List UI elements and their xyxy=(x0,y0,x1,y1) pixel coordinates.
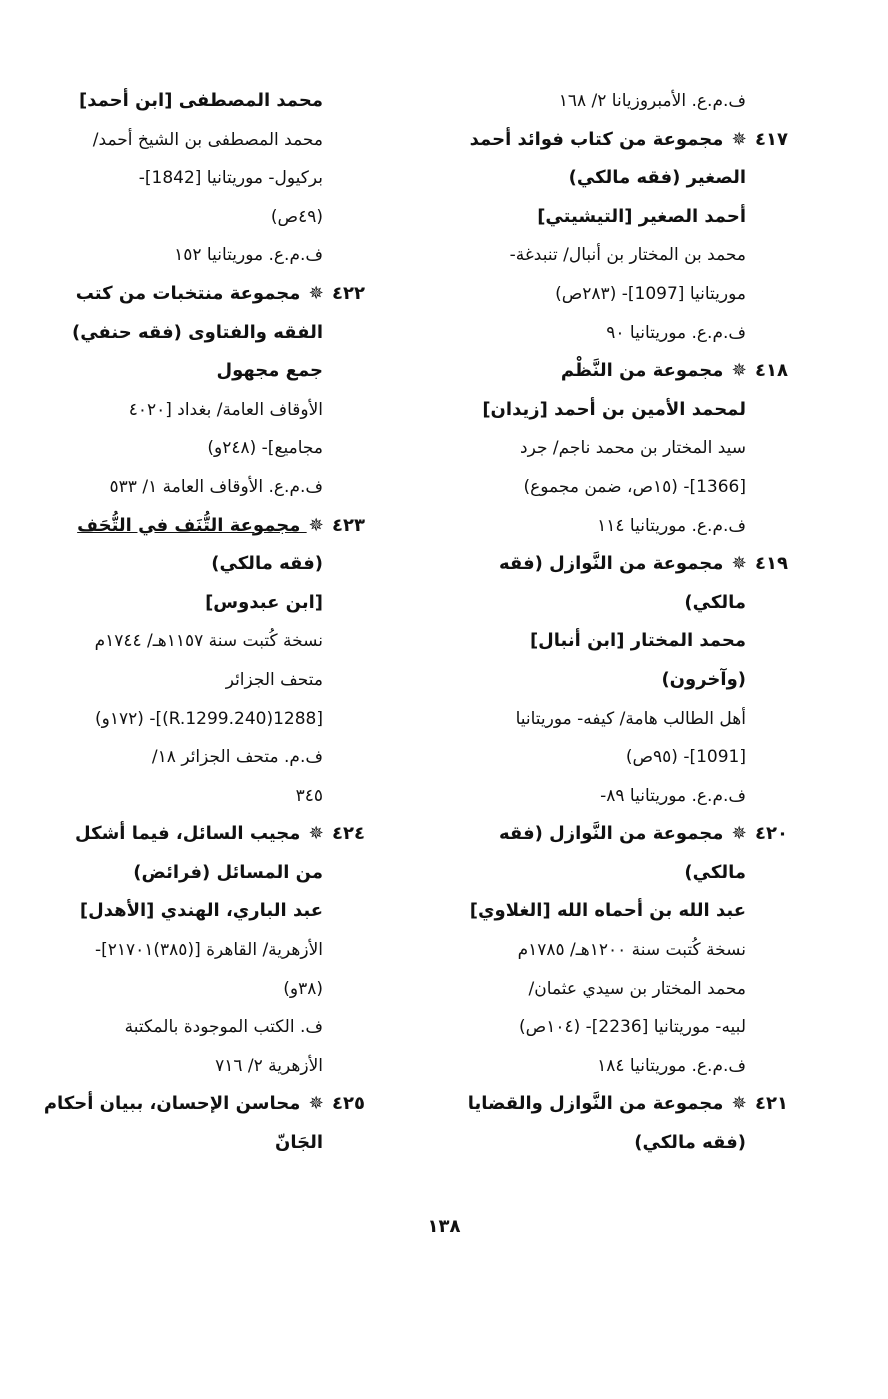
entry-title: محاسن الإحسان، ببيان أحكام xyxy=(43,1093,307,1115)
entry-title: مجموعة من النَّوازل (فقه xyxy=(498,823,730,845)
asterism-icon: ✵ xyxy=(731,360,747,382)
entry-heading xyxy=(20,815,365,854)
entry-number: ٤١٧ xyxy=(755,128,788,150)
asterism-icon: ✵ xyxy=(308,1093,324,1115)
entry-heading xyxy=(443,1085,788,1124)
entry-title-continuation: (وآخرون) xyxy=(661,668,746,690)
entry-source: نسخة كُتبت سنة ١٢٠٠هـ/ ١٧٨٥م xyxy=(517,940,746,961)
entry-reference: الأزهرية ٢/ ٧١٦ xyxy=(215,1055,323,1076)
entry-source: موريتانيا [1097]- (٢٨٣ص) xyxy=(555,283,746,304)
entry-number: ٤١٩ xyxy=(755,553,788,575)
entry-title-continuation: (فقه مالكي) xyxy=(211,553,323,575)
entry-author: محمد المصطفى [ابن أحمد] xyxy=(78,90,323,111)
entry-title-continuation: الصغير (فقه مالكي) xyxy=(568,167,746,189)
entry-author: محمد المختار [ابن أنبال] xyxy=(529,630,746,652)
entry-title-continuation: من المسائل (فرائض) xyxy=(133,861,323,883)
entry-source: متحف الجزائر xyxy=(225,669,323,690)
entry-number: ٤٢٥ xyxy=(332,1093,365,1115)
entry-source: مجاميع]- (٢٤٨و) xyxy=(207,438,323,459)
entry-reference: ف.م.ع. الأوقاف العامة ١/ ٥٣٣ xyxy=(109,476,323,497)
entry-author: لمحمد الأمين بن أحمد [زيدان] xyxy=(482,398,746,420)
entry-title: مجموعة من النَّوازل والقضايا xyxy=(467,1093,730,1115)
entry-reference: ف.م.ع. موريتانيا ١٥٢ xyxy=(174,245,323,266)
entry-reference: ف. الكتب الموجودة بالمكتبة xyxy=(124,1017,323,1038)
entry-source: لبيه- موريتانيا [2236]- (١٠٤ص) xyxy=(519,1017,746,1038)
entry-heading xyxy=(20,507,365,546)
entry-reference: ف.م.ع. موريتانيا ١١٤ xyxy=(597,515,746,536)
entry-source: محمد المصطفى بن الشيخ أحمد/ xyxy=(92,129,323,150)
entry-number: ٤٢٤ xyxy=(332,823,365,845)
entry-number: ٤٢١ xyxy=(755,1093,788,1115)
entry-reference: ف.م. متحف الجزائر ١٨/ xyxy=(151,747,323,768)
entry-reference: ف.م.ع. موريتانيا ١٨٤ xyxy=(597,1055,746,1076)
asterism-icon: ✵ xyxy=(308,823,324,845)
entry-heading xyxy=(443,121,788,160)
entry-source: [1288(240.R.1299)]- (١٧٢و) xyxy=(95,708,323,729)
entry-number: ٤٢٣ xyxy=(332,514,365,536)
entry-heading xyxy=(20,275,365,314)
entry-heading xyxy=(443,545,788,584)
entry-title-continuation: (فقه مالكي) xyxy=(634,1132,746,1154)
entry-title: مجموعة من النَّوازل (فقه xyxy=(498,553,730,575)
entry-source: محمد بن المختار بن أنبال/ تنبدغة- xyxy=(509,245,746,266)
entry-author: [ابن عبدوس] xyxy=(205,591,323,613)
entry-source: [1366]- (١٥ص، ضمن مجموع) xyxy=(523,476,746,497)
entry-source: بركيول- موريتانيا [1842]- xyxy=(138,168,323,189)
entry-source: محمد المختار بن سيدي عثمان/ xyxy=(528,978,746,999)
left-column xyxy=(20,82,365,1163)
entry-author: عبد الباري، الهندي [الأهدل] xyxy=(79,900,323,922)
entry-source: أهل الطالب هامة/ كيفه- موريتانيا xyxy=(515,708,746,729)
asterism-icon: ✵ xyxy=(308,282,324,304)
entry-reference: ف.م.ع. موريتانيا ٩٠ xyxy=(606,322,746,343)
entry-reference: ٣٤٥ xyxy=(295,785,323,806)
entry-source: نسخة كُتبت سنة ١١٥٧هـ/ ١٧٤٤م xyxy=(94,631,323,652)
entry-source: (٣٨و) xyxy=(283,978,323,999)
entry-title: مجموعة من النَّظْم xyxy=(560,360,730,382)
entry-author: عبد الله بن أحماه الله [الغلاوي] xyxy=(469,900,746,922)
entry-title: مجموعة التُّنَف في التُّحَف xyxy=(77,514,307,536)
asterism-icon: ✵ xyxy=(731,553,747,575)
entry-title: مجموعة منتخبات من كتب xyxy=(75,282,307,304)
asterism-icon: ✵ xyxy=(308,514,324,536)
entry-source: سيد المختار بن محمد ناجم/ جرد xyxy=(520,438,746,459)
entry-number: ٤١٨ xyxy=(755,360,788,382)
entry-author: أحمد الصغير [التيشيتي] xyxy=(537,205,746,227)
entry-number: ٤٢٢ xyxy=(332,282,365,304)
asterism-icon: ✵ xyxy=(731,128,747,150)
entry-title: مجموعة من كتاب فوائد أحمد xyxy=(469,128,730,150)
asterism-icon: ✵ xyxy=(731,823,747,845)
entry-title-continuation: الفقه والفتاوى (فقه حنفي) xyxy=(71,321,323,343)
entry-author: جمع مجهول xyxy=(216,360,323,382)
right-column xyxy=(443,82,788,1163)
entry-title-continuation: الجَانّ xyxy=(274,1132,323,1154)
entry-source: الأزهرية/ القاهرة [(٣٨٥)٢١٧٠١]- xyxy=(94,940,323,961)
entry-source: [1091]- (٩٥ص) xyxy=(625,747,746,768)
entry-heading xyxy=(20,1085,365,1124)
entry-source: الأوقاف العامة/ بغداد [٤٠٢٠ xyxy=(128,399,323,420)
entry-reference: ف.م.ع. الأمبروزيانا ٢/ ١٦٨ xyxy=(558,91,746,111)
entry-reference: ف.م.ع. موريتانيا ٨٩- xyxy=(600,785,746,806)
entry-source: (٤٩ص) xyxy=(270,206,323,227)
entry-title-continuation: مالكي) xyxy=(684,861,746,883)
entry-heading xyxy=(443,815,788,854)
page-number: ١٣٨ xyxy=(427,1216,461,1237)
entry-number: ٤٢٠ xyxy=(755,823,788,845)
entry-title: مجيب السائل، فيما أشكل xyxy=(75,823,307,845)
asterism-icon: ✵ xyxy=(731,1093,747,1115)
entry-heading xyxy=(443,352,788,391)
entry-title-continuation: مالكي) xyxy=(684,591,746,613)
